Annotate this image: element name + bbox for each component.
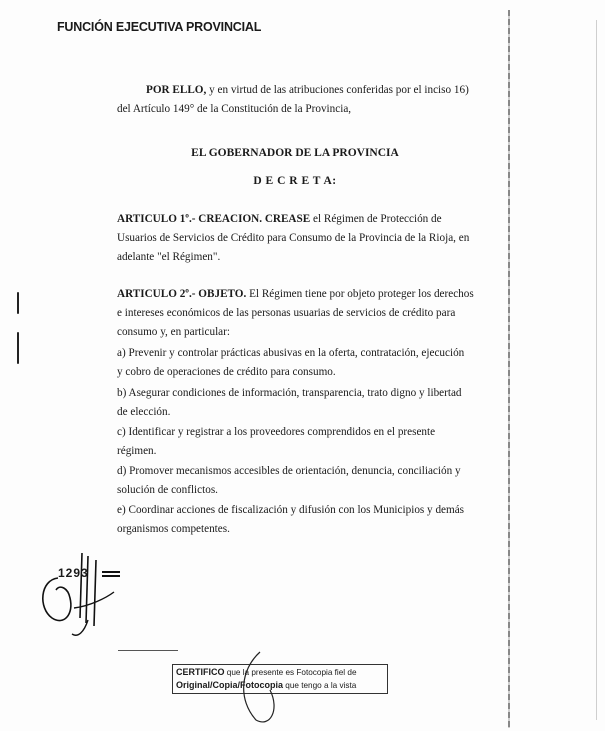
article-2-item-b-line-1: b) Asegurar condiciones de información, transparencia, trato digno y libertad: [117, 387, 462, 399]
preamble-line-1: [146, 81, 481, 101]
article-2-heading: ARTICULO 2º.- OBJETO.: [117, 288, 247, 300]
article-2-line-1-text: El Régimen tiene por objeto proteger los derechos: [246, 288, 474, 300]
preamble-lead: POR ELLO,: [146, 84, 207, 96]
certificate-type: Original/Copia/Fotocopia: [176, 680, 284, 690]
article-1-line-1: [117, 210, 477, 230]
page-edge-line-outer: [596, 20, 597, 720]
certificate-line-1-text: que la presente es Fotocopia fiel de: [224, 668, 357, 677]
article-2-item-e-line-2: organismos competentes.: [117, 523, 230, 535]
article-1-heading: ARTICULO 1º.- CREACION. CREASE: [117, 213, 311, 225]
article-2-item-d-line-2: solución de conflictos.: [117, 484, 218, 496]
preamble-line-2: del Artículo 149° de la Constitución de la Provincia,: [117, 103, 352, 115]
article-1-line-2: Usuarios de Servicios de Crédito para Consumo de la Provincia de la Rioja, en: [117, 232, 470, 244]
stamp-number: 1293: [58, 566, 89, 580]
article-2-item-d-line-1: d) Promover mecanismos accesibles de orientación, denuncia, conciliación y: [117, 465, 461, 477]
article-2-item-a-line-2: y cobro de operaciones de crédito para consumo.: [117, 366, 336, 378]
article-1-line-1-text: el Régimen de Protección de: [310, 213, 442, 225]
article-2-item-c-line-1: c) Identificar y registrar a los proveedores comprendidos en el presente: [117, 426, 436, 438]
certificate-line-2-text: que tengo a la vista: [283, 681, 357, 690]
margin-mark-1: [17, 292, 19, 314]
article-2-line-3: consumo y, en particular:: [117, 326, 230, 338]
article-2-item-b-line-2: de elección.: [117, 406, 171, 418]
margin-mark-2: [17, 332, 19, 364]
article-2-item-c-line-2: régimen.: [117, 445, 157, 457]
governor-heading: EL GOBERNADOR DE LA PROVINCIA: [191, 147, 399, 159]
article-2-line-1: [117, 285, 477, 305]
certificate-signature-icon: [230, 650, 290, 730]
article-2-line-2: e intereses económicos de las personas usuarias de servicios de crédito para: [117, 307, 456, 319]
page-edge-line: [508, 10, 510, 728]
article-1-line-3: adelante "el Régimen".: [117, 251, 221, 263]
signature-rule: [118, 650, 178, 651]
preamble-line-1-text: y en virtud de las atribuciones conferidas por el inciso 16): [206, 84, 469, 96]
article-2-item-e-line-1: e) Coordinar acciones de fiscalización y difusión con los Municipios y demás: [117, 504, 465, 516]
article-2-item-a-line-1: a) Prevenir y controlar prácticas abusivas en la oferta, contratación, ejecución: [117, 347, 465, 359]
certificate-label: CERTIFICO: [176, 667, 225, 677]
header-title: FUNCIÓN EJECUTIVA PROVINCIAL: [57, 20, 262, 34]
decreta-heading: D E C R E T A:: [253, 175, 337, 187]
signature-icon: [30, 548, 140, 648]
